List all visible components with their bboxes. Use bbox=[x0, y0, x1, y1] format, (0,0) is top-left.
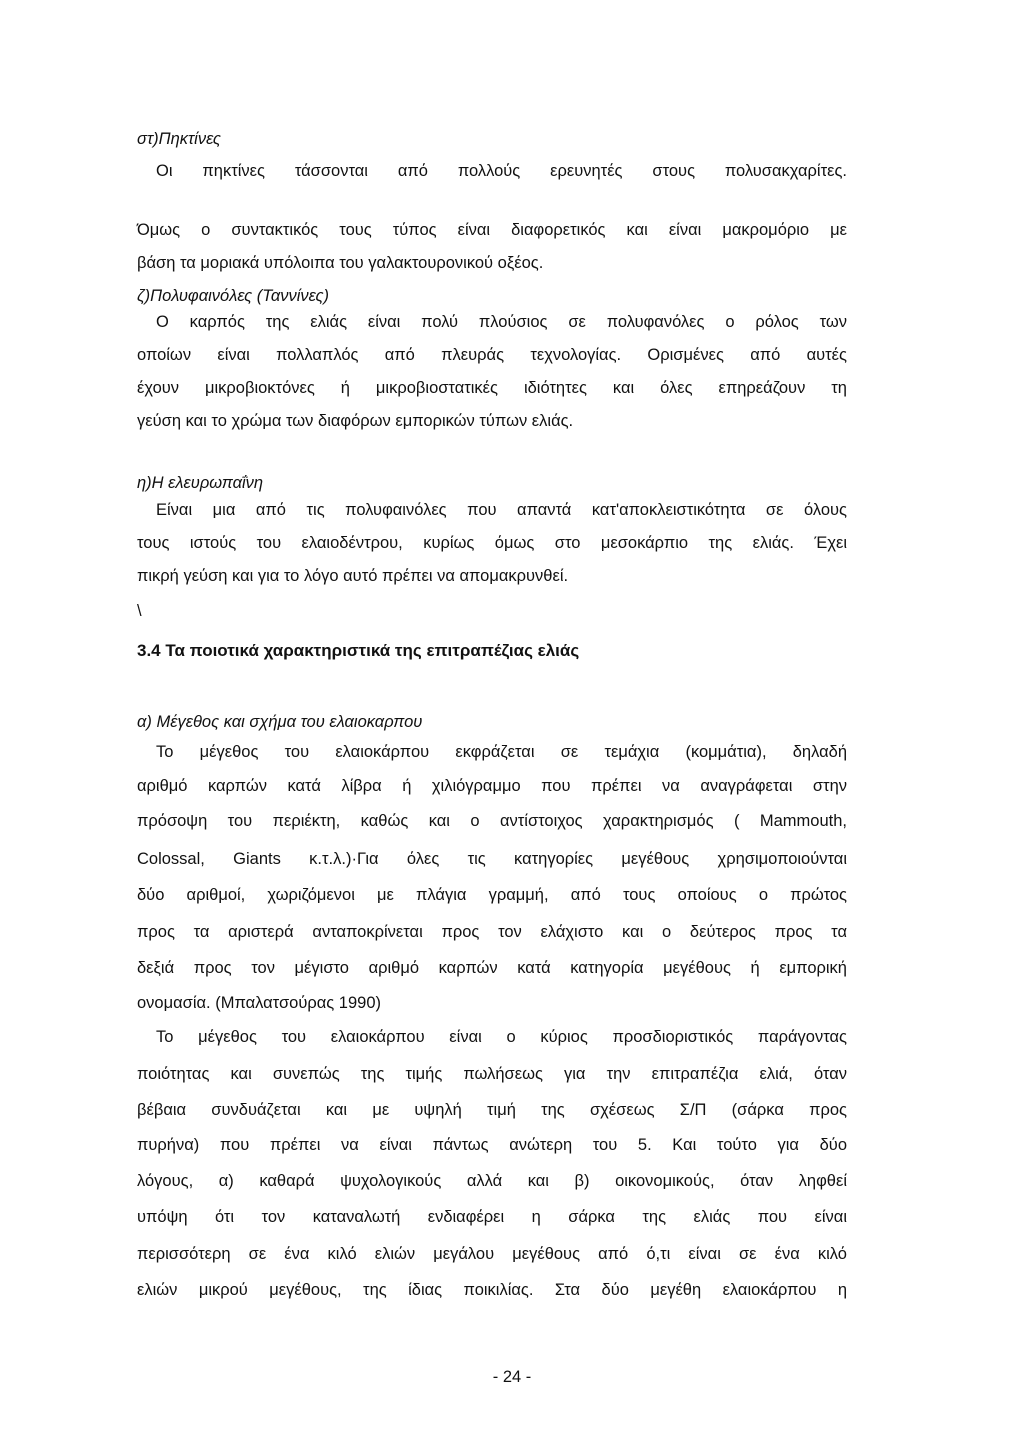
text-line: ονομασία. (Μπαλατσούρας 1990) bbox=[137, 994, 382, 1012]
text-line: αριθμό καρπών κατά λίβρα ή χιλιόγραμμο που πρέπει να αναγράφεται στην bbox=[137, 777, 847, 795]
text-line: τους ιστούς του ελαιοδέντρου, κυρίως όμως στο μεσοκάρπιο της ελιάς. Έχει bbox=[137, 534, 847, 552]
subsection-heading-size-shape: α) Μέγεθος και σχήμα του ελαιοκαρπου bbox=[137, 713, 423, 731]
text-line: πυρήνα) που πρέπει να είναι πάντως ανώτερη του 5. Και τούτο για δύο bbox=[137, 1136, 847, 1154]
section-heading-pectins: στ)Πηκτίνες bbox=[137, 130, 221, 148]
text-line: Το μέγεθος του ελαιοκάρπου εκφράζεται σε τεμάχια (κομμάτια), δηλαδή bbox=[156, 743, 847, 761]
text-line: οποίων είναι πολλαπλός από πλευράς τεχνολογίας. Ορισμένες από αυτές bbox=[137, 346, 847, 364]
text-line: Colossal, Giants κ.τ.λ.)·Για όλες τις κατηγορίες μεγέθους χρησιμοποιούνται bbox=[137, 850, 847, 868]
text-line: Ο καρπός της ελιάς είναι πολύ πλούσιος σε πολυφανόλες ο ρόλος των bbox=[156, 313, 847, 331]
text-line: πρόσοψη του περιέκτη, καθώς και ο αντίστοιχος χαρακτηρισμός ( Mammouth, bbox=[137, 812, 847, 830]
page-number: - 24 - bbox=[492, 1368, 532, 1386]
stray-mark: \ bbox=[137, 602, 142, 620]
text-line: Όμως ο συντακτικός τους τύπος είναι διαφορετικός και είναι μακρομόριο με bbox=[137, 221, 847, 239]
text-line: προς τα αριστερά ανταποκρίνεται προς τον ελάχιστο και ο δεύτερος προς τα bbox=[137, 923, 847, 941]
text-line: έχουν μικροβιοκτόνες ή μικροβιοστατικές ιδιότητες και όλες επηρεάζουν τη bbox=[137, 379, 847, 397]
text-line: γεύση και το χρώμα των διαφόρων εμπορικών τύπων ελιάς. bbox=[137, 412, 574, 430]
section-heading-polyphenols: ζ)Πολυφαινόλες (Ταννίνες) bbox=[137, 287, 329, 305]
text-line: Οι πηκτίνες τάσσονται από πολλούς ερευνητές στους πολυσακχαρίτες. bbox=[156, 162, 847, 180]
text-line: βάση τα μοριακά υπόλοιπα του γαλακτουρονικού οξέος. bbox=[137, 254, 544, 272]
text-line: περισσότερη σε ένα κιλό ελιών μεγάλου μεγέθους από ό,τι είναι σε ένα κιλό bbox=[137, 1245, 847, 1263]
text-line: ποιότητας και συνεπώς της τιμής πωλήσεως για την επιτραπέζια ελιά, όταν bbox=[137, 1065, 847, 1083]
text-line: δεξιά προς τον μέγιστο αριθμό καρπών κατά κατηγορία μεγέθους ή εμπορική bbox=[137, 959, 847, 977]
text-line: υπόψη ότι τον καταναλωτή ενδιαφέρει η σάρκα της ελιάς που είναι bbox=[137, 1208, 847, 1226]
text-line: πικρή γεύση και για το λόγο αυτό πρέπει να απομακρυνθεί. bbox=[137, 567, 569, 585]
text-line: λόγους, α) καθαρά ψυχολογικούς αλλά και β) οικονομικούς, όταν ληφθεί bbox=[137, 1172, 847, 1190]
text-line: ελιών μικρού μεγέθους, της ίδιας ποικιλίας. Στα δύο μεγέθη ελαιοκάρπου η bbox=[137, 1281, 847, 1299]
chapter-title: 3.4 Τα ποιοτικά χαρακτηριστικά της επιτραπέζιας ελιάς bbox=[137, 641, 580, 660]
text-line: δύο αριθμοί, χωριζόμενοι με πλάγια γραμμή, από τους οποίους ο πρώτος bbox=[137, 886, 847, 904]
text-line: Είναι μια από τις πολυφαινόλες που απαντά κατ'αποκλειστικότητα σε όλους bbox=[156, 501, 847, 519]
text-line: Το μέγεθος του ελαιοκάρπου είναι ο κύριος προσδιοριστικός παράγοντας bbox=[156, 1028, 847, 1046]
text-line: βέβαια συνδυάζεται και με υψηλή τιμή της σχέσεως Σ/Π (σάρκα προς bbox=[137, 1101, 847, 1119]
section-heading-oleuropein: η)Η ελευρωπαΐνη bbox=[137, 474, 264, 492]
